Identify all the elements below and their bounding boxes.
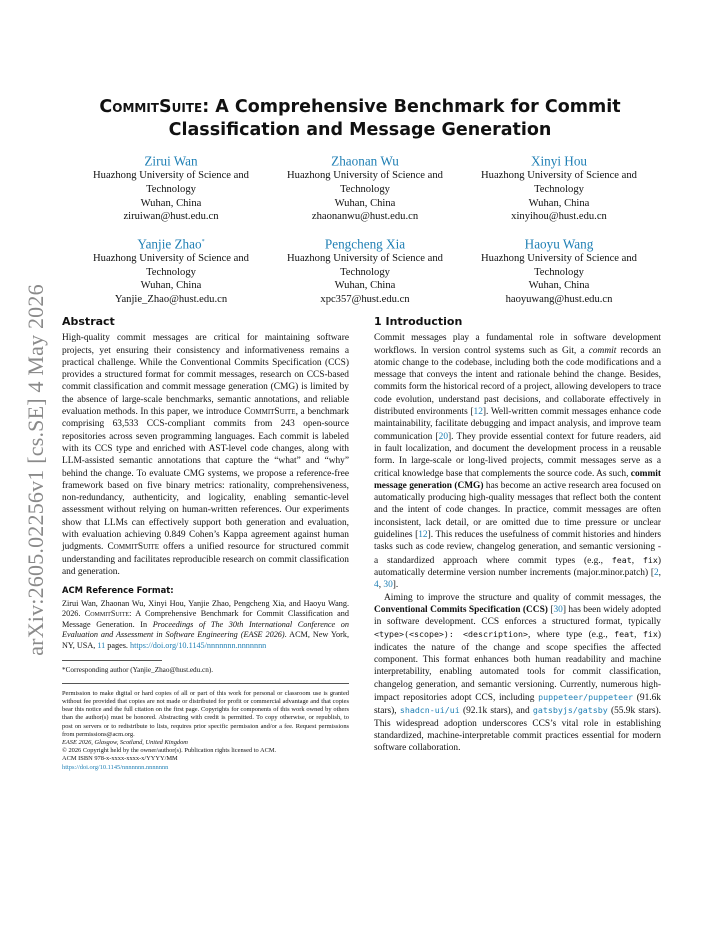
author-affiliation-line2: Technology (534, 266, 584, 278)
author-affiliation-line2: Technology (340, 266, 390, 278)
introduction-heading: 1 Introduction (374, 315, 463, 328)
permission-rule (62, 683, 349, 684)
repo-link-puppeteer[interactable]: puppeteer/puppeteer (538, 691, 634, 702)
author-card (76, 151, 266, 224)
author-email: Yanjie_Zhao@hust.edu.cn (114, 293, 228, 305)
permission-venue: EASE 2026, Glasgow, Scotland, United Kingdom (62, 738, 188, 746)
author-affiliation: Huazhong University of Science and (287, 253, 443, 265)
author-affiliation-line2: Technology (146, 183, 196, 195)
permission-isbn: ACM ISBN 978-x-xxxx-xxxx-x/YYYY/MM (62, 755, 178, 763)
citation-link[interactable]: 30 (383, 580, 393, 591)
paper-title (60, 96, 660, 142)
author-card (270, 151, 460, 224)
author-name[interactable]: Haoyu Wang (524, 236, 594, 252)
author-card (464, 151, 654, 224)
citation-link[interactable]: 4 (374, 580, 379, 591)
abstract-text: High-quality commit messages are critical for maintaining software projects, yet ensuring their consistency and informativeness remains a practical challenge. While the Conventional Commits Specification (CCS) provides a structured format for commit messages, research on CCS-based commit classification and commit message generation (CMG) is limited by the absence of large-scale benchmarks, semantic annotations, and reliable evaluation methods. In this paper, we introduce CommitSuite, a benchmark comprising 63,533 CCS-compliant commits from 243 open-source repositories across seven programming languages. Each commit is labeled with its CCS type and enriched with AST-level code changes, along with LLM-assisted semantic annotations that capture the “what” and “why” behind the change. To evaluate CMG systems, we propose a reference-free framework based on five binary metrics: rationality, comprehensiveness, non-redundancy, authenticity, and logicality, enabling semantic-level assessment without relying on human-written references. Our experiments show that LLMs can effectively support both generation and evaluation, with evaluation achieving 0.849 Cohen’s Kappa agreement against human judgments. CommitSuite offers a unified resource for structured commit understanding and facilitates reproducible research on commit classification and generation. (62, 333, 349, 577)
author-card (76, 234, 266, 307)
citation-link[interactable]: 20 (438, 431, 449, 442)
author-affiliation: Huazhong University of Science and (93, 253, 249, 265)
author-email: ziruiwan@hust.edu.cn (123, 211, 219, 223)
right-column (374, 316, 661, 754)
author-email: zhaonanwu@hust.edu.cn (311, 211, 419, 223)
author-affiliation-line2: Technology (146, 266, 196, 278)
citation-link[interactable]: 30 (553, 604, 563, 615)
repo-link-gatsby[interactable]: gatsbyjs/gatsby (532, 705, 608, 716)
arxiv-stamp-text: arXiv:2605.02256v1 [cs.SE] 4 May 2026 (23, 284, 48, 656)
author-affiliation: Huazhong University of Science and (481, 170, 637, 182)
author-name[interactable]: Zirui Wan (144, 153, 198, 169)
author-affiliation: Huazhong University of Science and (287, 170, 443, 182)
permission-block (62, 690, 349, 772)
title-rest: : A Comprehensive Benchmark for Commit Classification and Message Generation (168, 97, 621, 140)
author-name[interactable]: Yanjie Zhao* (137, 236, 205, 252)
author-email: xinyihou@hust.edu.cn (511, 211, 607, 223)
citation-link[interactable]: 12 (473, 407, 483, 418)
intro-paragraph-1: Commit messages play a fundamental role in software development workflows. In version control systems such as Git, a commit records an atomic change to the codebase, including both the code modifications and a message that conveys the intent and rationale behind the change. Besides, commits form the historical record of a project, allowing developers to trace code evolution, understand past decisions, and collaborate effectively in distributed environments [12]. Well-written commit messages enhance code maintainability, facilitate debugging and impact analysis, and improve team communication [20]. They provide essential context for future readers, aid in fault localization, and document the development process in a reusable form. In large-scale or long-lived projects, commit messages serve as a critical knowledge base that complements the source code. As such, commit message generation (CMG) has become an active research area focused on automatically producing high-quality messages that reflect both the content and the intent of code changes. In practice, commit messages are often inconsistent, lack detail, or are omitted due to time pressure or unclear guidelines [12]. This reduces the usefulness of commit histories and hinders tasks such as code review, changelog generation, and semantic versioning - a standardized approach where commit types (e.g., feat, fix) automatically determine version number increments (major.minor.patch) [2, 4, 30]. (374, 333, 661, 591)
citation-link[interactable]: 2 (653, 567, 659, 578)
author-email: xpc357@hust.edu.cn (320, 293, 410, 305)
author-location: Wuhan, China (334, 197, 396, 209)
author-card (464, 234, 654, 307)
author-name[interactable]: Zhaonan Wu (331, 153, 399, 169)
author-location: Wuhan, China (140, 280, 202, 292)
author-card (270, 234, 460, 307)
pages-link[interactable]: 11 (97, 640, 106, 650)
author-block (76, 151, 654, 317)
author-email: haoyuwang@hust.edu.cn (505, 293, 613, 305)
citation-link[interactable]: 12 (418, 530, 428, 541)
doi-link[interactable]: https://doi.org/10.1145/nnnnnnn.nnnnnnn (130, 640, 267, 650)
permission-copyright: © 2026 Copyright held by the owner/author(s). Publication rights licensed to ACM. (62, 747, 277, 755)
author-row-2 (76, 234, 654, 307)
corresponding-author-footnote: *Corresponding author (Yanjie_Zhao@hust.edu.cn). (62, 665, 214, 674)
author-affiliation-line2: Technology (534, 183, 584, 195)
author-location: Wuhan, China (334, 280, 396, 292)
author-affiliation: Huazhong University of Science and (481, 253, 637, 265)
author-location: Wuhan, China (140, 197, 202, 209)
footnote-rule (62, 660, 162, 661)
author-row-1 (76, 151, 654, 224)
author-name[interactable]: Pengcheng Xia (324, 236, 406, 252)
permission-doi-link[interactable]: https://doi.org/10.1145/nnnnnnn.nnnnnnn (62, 763, 169, 771)
author-location: Wuhan, China (528, 197, 590, 209)
repo-link-shadcn[interactable]: shadcn-ui/ui (399, 705, 460, 716)
left-column (62, 316, 349, 772)
title-system-name: CommitSuite (99, 97, 203, 117)
author-name[interactable]: Xinyi Hou (530, 153, 588, 169)
abstract-heading: Abstract (62, 315, 115, 328)
arxiv-stamp (14, 260, 58, 680)
author-affiliation-line2: Technology (340, 183, 390, 195)
acm-ref-heading: ACM Reference Format: (62, 585, 174, 596)
acm-reference-text: Zirui Wan, Zhaonan Wu, Xinyi Hou, Yanjie Zhao, Pengcheng Xia, and Haoyu Wang. 2026. CommitSuite: A Comprehensive Benchmark for Commit Classification and Message Generation. In Proceedings of The 30th International Conference on Evaluation and Assessment in Software Engineering (EASE 2026). ACM, New York, NY, USA, 11 pages. https://doi.org/10.1145/nnnnnnn.nnnnnnn (62, 598, 349, 650)
author-affiliation: Huazhong University of Science and (93, 170, 249, 182)
intro-paragraph-2: Aiming to improve the structure and quality of commit messages, the Conventional Commits Specification (CCS) [30] has been widely adopted in software development. CCS enforces a structured format, typically <type>(<scope>): <description>, where type (e.g., feat, fix) indicates the nature of the change and scope specifies the affected component. This format enhances both human readability and machine interpretability, enabling automated tools for commit classification, changelog generation, and semantic versioning. Currently, numerous high-impact repositories adopt CCS, including puppeteer/puppeteer (91.6k stars), shadcn-ui/ui (92.1k stars), and gatsbyjs/gatsby (55.9k stars). This widespread adoption underscores CCS’s vital role in establishing standardized, machine-interpretable commit practices essential for modern software collaboration. (374, 592, 662, 754)
permission-text: Permission to make digital or hard copies of all or part of this work for personal or classroom use is granted without fee provided that copies are not made or distributed for profit or commercial advantage and that copies bear this notice and the full citation on the first page. Copyrights for components of this work owned by others than the author(s) must be honored. Abstracting with credit is permitted. To copy otherwise, or republish, to post on servers or to redistribute to lists, requires prior specific permission and/or a fee. Request permissions from permissions@acm.org. (62, 689, 349, 738)
author-location: Wuhan, China (528, 280, 590, 292)
